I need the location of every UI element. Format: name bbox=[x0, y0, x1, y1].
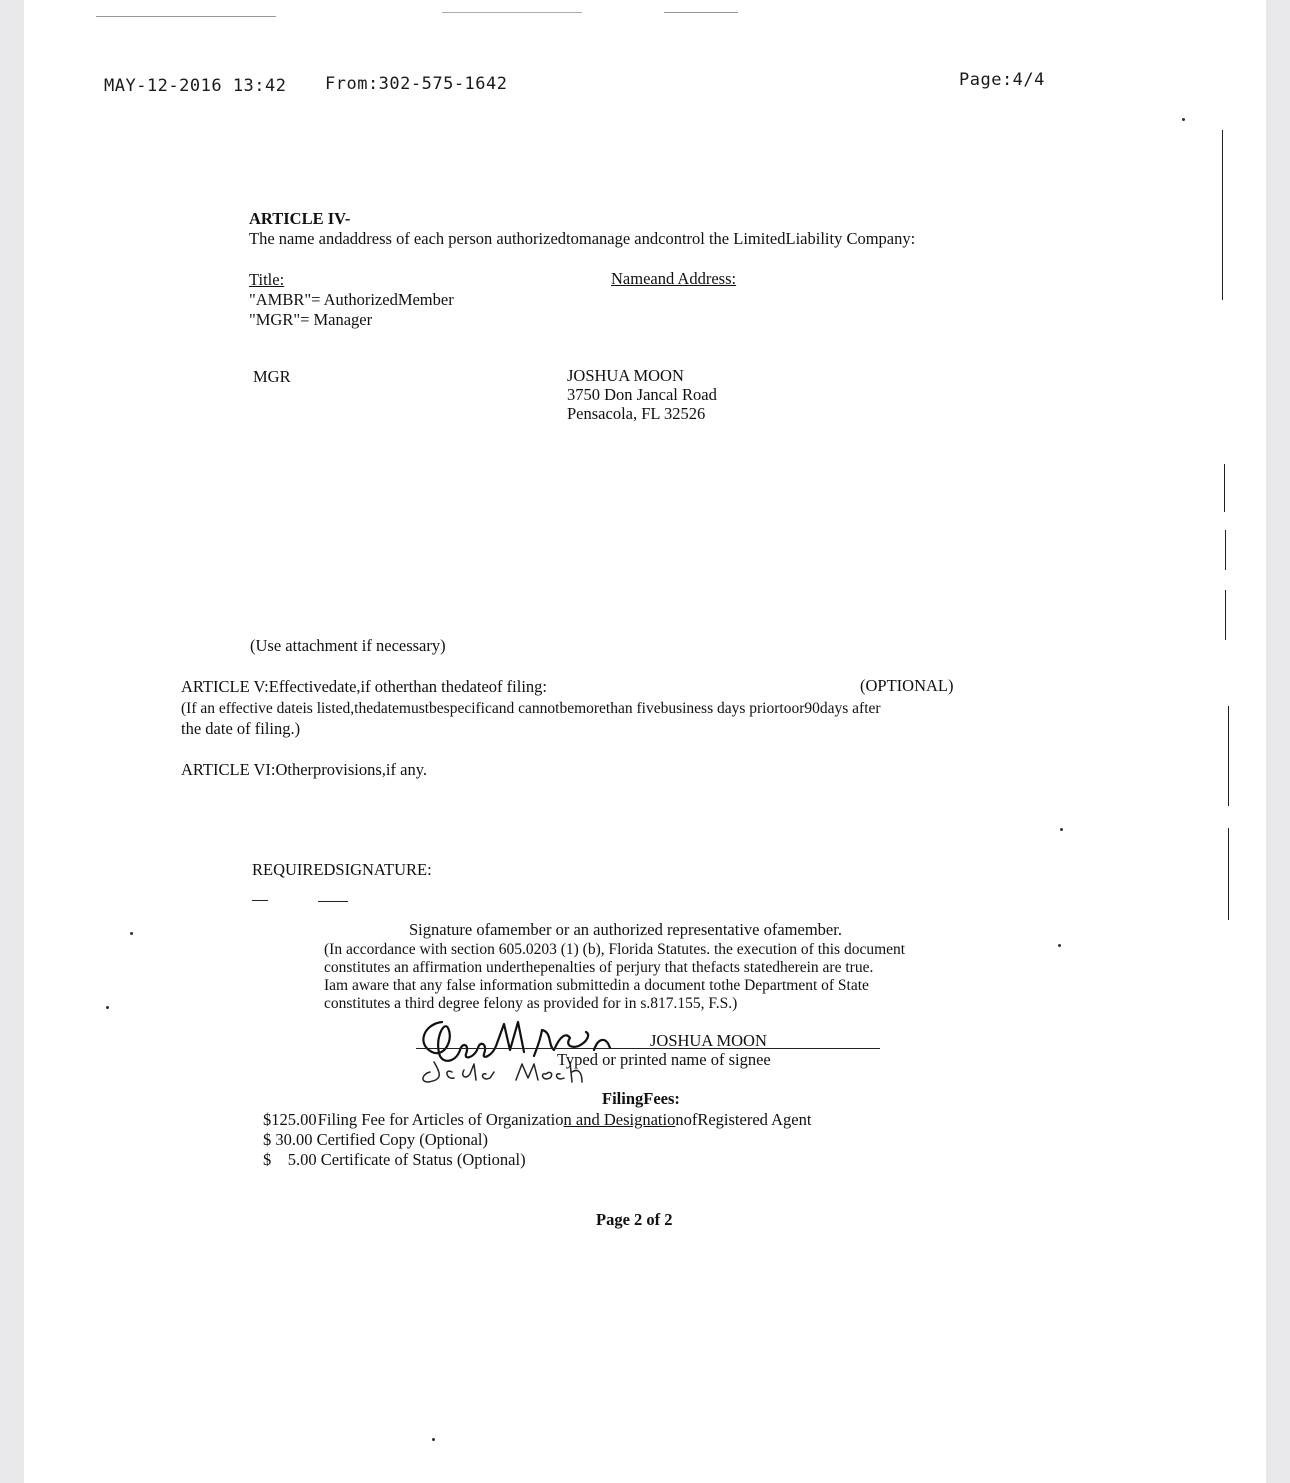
article-v-note-line2: the date of filing.) bbox=[181, 719, 301, 738]
name-address-label: Nameand Address: bbox=[611, 269, 737, 288]
statute-line-1: (In accordance with section 605.0203 (1) (b), Florida Statutes. the execution of this document bbox=[324, 941, 906, 958]
statute-line-3: Iam aware that any false information submittedin a document tothe Department of State bbox=[324, 977, 869, 994]
mgr-definition: "MGR"= Manager bbox=[249, 310, 373, 329]
attachment-note: (Use attachment if necessary) bbox=[250, 636, 446, 655]
manager-name: JOSHUA MOON bbox=[567, 366, 684, 385]
fee-1-amount: $125.00 bbox=[263, 1110, 317, 1129]
page-number-footer: Page 2 of 2 bbox=[596, 1210, 673, 1229]
scan-dash bbox=[252, 900, 268, 901]
scan-speck bbox=[1060, 828, 1063, 831]
document-page bbox=[24, 0, 1266, 1483]
scan-edge-line-2 bbox=[1224, 464, 1225, 512]
signature-line bbox=[416, 1048, 880, 1049]
article-vi-heading: ARTICLE VI:Otherprovisions,if any. bbox=[181, 760, 428, 779]
manager-city: Pensacola, FL 32526 bbox=[567, 404, 706, 423]
statute-line-2: constitutes an affirmation underthepenalties of perjury that thefacts statedherein are true. bbox=[324, 959, 874, 976]
article-v-optional: (OPTIONAL) bbox=[860, 676, 954, 695]
scan-edge-line-6 bbox=[1228, 828, 1229, 920]
fee-1-text-a: Filing Fee for Articles of Organizatio bbox=[317, 1110, 564, 1129]
manager-street: 3750 Don Jancal Road bbox=[567, 385, 717, 404]
scan-edge-line-5 bbox=[1228, 706, 1229, 806]
filing-fee-row-1 bbox=[263, 1110, 811, 1130]
title-label: Title: bbox=[249, 270, 285, 289]
article-v-note-line1: (If an effective dateis listed,thedatemustbespecificand cannotbemorethan fivebusiness days priortoor90days after bbox=[181, 700, 881, 717]
article-iv-description: The name andaddress of each person authorizedtomanage andcontrol the LimitedLiability Company: bbox=[249, 229, 916, 248]
fax-timestamp: MAY-12-2016 13:42 bbox=[104, 76, 287, 96]
fee-1-text-c: nofRegistered Agent bbox=[675, 1110, 812, 1129]
scan-artifact-top-mid bbox=[442, 12, 582, 13]
scan-dash bbox=[318, 901, 348, 902]
fax-from-number: From:302-575-1642 bbox=[325, 74, 508, 94]
scan-speck bbox=[1182, 118, 1185, 121]
filing-fees-heading: FilingFees: bbox=[602, 1089, 680, 1108]
statute-line-4: constitutes a third degree felony as provided for in s.817.155, F.S.) bbox=[324, 995, 738, 1012]
typed-signee-name: JOSHUA MOON bbox=[650, 1031, 767, 1050]
scan-speck bbox=[432, 1438, 435, 1441]
fax-page-count: Page:4/4 bbox=[959, 70, 1045, 90]
scan-edge-line-1 bbox=[1222, 130, 1223, 300]
fee-1-text-b: n and Designatio bbox=[563, 1110, 676, 1129]
filing-fee-row-3: $ 5.00 Certificate of Status (Optional) bbox=[263, 1150, 526, 1169]
scan-artifact-top-left bbox=[96, 16, 276, 17]
typed-name-label: Typed or printed name of signee bbox=[557, 1050, 771, 1069]
scan-edge-line-3 bbox=[1225, 530, 1226, 570]
scan-edge-line-4 bbox=[1225, 590, 1226, 640]
ambr-definition: "AMBR"= AuthorizedMember bbox=[249, 290, 454, 309]
manager-title: MGR bbox=[253, 367, 291, 386]
filing-fee-row-2: $ 30.00 Certified Copy (Optional) bbox=[263, 1130, 489, 1149]
article-v-heading: ARTICLE V:Effectivedate,if otherthan thedateof filing: bbox=[181, 677, 548, 696]
signature-caption: Signature ofamember or an authorized representative ofamember. bbox=[409, 920, 842, 939]
required-signature-heading: REQUIREDSIGNATURE: bbox=[252, 860, 432, 879]
scan-speck bbox=[1058, 944, 1061, 947]
scan-speck bbox=[106, 1006, 109, 1009]
article-iv-heading: ARTICLE IV- bbox=[249, 209, 351, 228]
scan-artifact-top-right bbox=[664, 12, 738, 13]
scan-speck bbox=[130, 932, 133, 935]
